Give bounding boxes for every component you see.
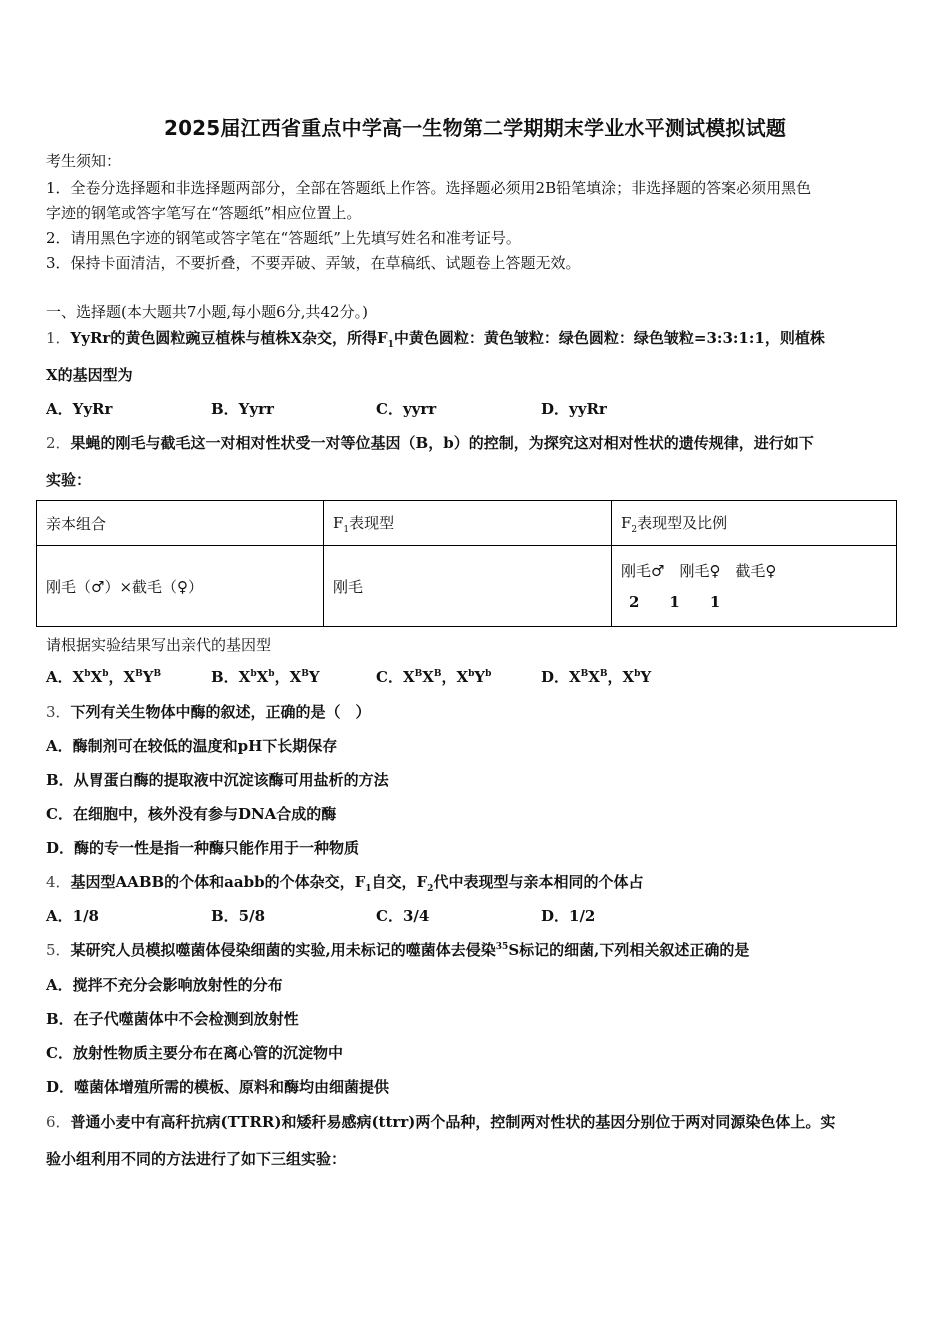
question-text: 某研究人员模拟噬菌体侵染细菌的实验,用未标记的噬菌体去侵染 — [70, 941, 496, 959]
question-number: 6． — [46, 1113, 71, 1131]
question-text: 自交，F — [371, 873, 428, 891]
option-d[interactable]: D．噬菌体增殖所需的模板、原料和酶均由细菌提供 — [46, 1078, 390, 1096]
option-b[interactable]: B．$X^bX^b$，$X^BY$ — [211, 668, 320, 686]
question-text: 下列有关生物体中酶的叙述，正确的是（ ） — [70, 703, 371, 721]
f2-phenotypes: 刚毛♂ 刚毛♀ 截毛♀ — [621, 562, 777, 580]
f2-ratio: 2 1 1 — [629, 593, 721, 611]
question-text: YyRr的黄色圆粒豌豆植株与植株X杂交，所得F — [70, 329, 388, 347]
question-1-options — [46, 398, 906, 418]
question-text: S标记的细菌,下列相关叙述正确的是 — [508, 941, 750, 959]
question-6-line2: 验小组利用不同的方法进行了如下三组实验： — [46, 1150, 347, 1168]
option-a[interactable]: A．YyRr — [46, 400, 113, 418]
question-text: 中黄色圆粒：黄色皱粒：绿色圆粒：绿色皱粒=3:3:1:1，则植株 — [393, 329, 825, 347]
option-d[interactable]: D．1/2 — [541, 907, 596, 925]
notice-heading: 考生须知： — [46, 152, 122, 170]
question-2-line2: 实验： — [46, 471, 92, 489]
option-c[interactable]: C．yyrr — [376, 400, 437, 418]
question-5: 5．某研究人员模拟噬菌体侵染细菌的实验,用未标记的噬菌体去侵染$^{35}$S标记的细菌,下列相关叙述正确的是 — [46, 941, 750, 959]
notice-item: 3．保持卡面清洁，不要折叠，不要弄破、弄皱，在草稿纸、试题卷上答题无效。 — [46, 254, 581, 272]
table-header-f1: $F_1$表现型 — [324, 501, 612, 546]
question-number: 1． — [46, 329, 71, 347]
option-b[interactable]: B．在子代噬菌体中不会检测到放射性 — [46, 1010, 299, 1028]
option-c[interactable]: C．$X^BX^B$，$X^bY^b$ — [376, 668, 492, 686]
question-text: 普通小麦中有高秆抗病(TTRR)和矮秆易感病(ttrr)两个品种，控制两对性状的基因分别位于两对同源染色体上。实 — [70, 1113, 836, 1131]
question-4-options — [46, 905, 906, 925]
question-number: 5． — [46, 941, 71, 959]
section-heading: 一、选择题(本大题共7小题,每小题6分,共42分。) — [46, 303, 368, 321]
option-d[interactable]: D．yyRr — [541, 400, 607, 418]
option-a[interactable]: A．酶制剂可在较低的温度和pH下长期保存 — [46, 737, 338, 755]
table-header-parents: 亲本组合 — [37, 501, 324, 546]
question-number: 3． — [46, 703, 71, 721]
notice-item: 2．请用黑色字迹的钢笔或答字笔在“答题纸”上先填写姓名和准考证号。 — [46, 229, 521, 247]
page-title: 2025届江西省重点中学高一生物第二学期期末学业水平测试模拟试题 — [163, 116, 787, 140]
table-cell-f2 — [612, 546, 897, 627]
question-text: 代中表现型与亲本相同的个体占 — [433, 873, 644, 891]
question-3 — [46, 701, 371, 722]
option-b[interactable]: B．Yyrr — [211, 400, 274, 418]
question-2 — [46, 432, 814, 453]
option-c[interactable]: C．放射性物质主要分布在离心管的沉淀物中 — [46, 1044, 343, 1062]
question-6 — [46, 1111, 835, 1132]
option-b[interactable]: B．5/8 — [211, 907, 266, 925]
table-cell-parents: 刚毛（♂）×截毛（♀） — [37, 546, 324, 627]
notice-item: 字迹的钢笔或答字笔写在“答题纸”相应位置上。 — [46, 204, 362, 222]
option-b[interactable]: B．从胃蛋白酶的提取液中沉淀该酶可用盐析的方法 — [46, 771, 389, 789]
table-cell-f1: 刚毛 — [324, 546, 612, 627]
option-d[interactable]: D．$X^BX^B$，$X^bY$ — [541, 668, 652, 686]
question-2-options — [46, 666, 906, 686]
option-d[interactable]: D．酶的专一性是指一种酶只能作用于一种物质 — [46, 839, 360, 857]
option-a[interactable]: A．搅拌不充分会影响放射性的分布 — [46, 976, 283, 994]
option-a[interactable]: A．1/8 — [46, 907, 99, 925]
table-header-f2: $F_2$表现型及比例 — [612, 501, 897, 546]
option-c[interactable]: C．3/4 — [376, 907, 430, 925]
question-text: 基因型AABB的个体和aabb的个体杂交，F — [70, 873, 366, 891]
option-a[interactable]: A．$X^bX^b$，$X^BY^B$ — [46, 668, 162, 686]
notice-item: 1．全卷分选择题和非选择题两部分，全部在答题纸上作答。选择题必须用2B铅笔填涂；非选择题的答案必须用黑色 — [46, 179, 812, 197]
question-1-line2: X的基因型为 — [46, 366, 133, 384]
question-1: 1．YyRr的黄色圆粒豌豆植株与植株X杂交，所得$F_1$中黄色圆粒：黄色皱粒：绿色圆粒：绿色皱粒=3:3:1:1，则植株 — [46, 329, 825, 350]
question-number: 4． — [46, 873, 71, 891]
option-c[interactable]: C．在细胞中，核外没有参与DNA合成的酶 — [46, 805, 337, 823]
cross-experiment-table — [36, 500, 897, 627]
question-2-prompt: 请根据实验结果写出亲代的基因型 — [46, 636, 272, 654]
question-4: 4．基因型AABB的个体和aabb的个体杂交，$F_1$自交，$F_2$代中表现型与亲本相同的个体占 — [46, 873, 644, 894]
question-number: 2． — [46, 434, 71, 452]
question-text: 果蝇的刚毛与截毛这一对相对性状受一对等位基因（B，b）的控制，为探究这对相对性状的遗传规律，进行如下 — [70, 434, 814, 452]
